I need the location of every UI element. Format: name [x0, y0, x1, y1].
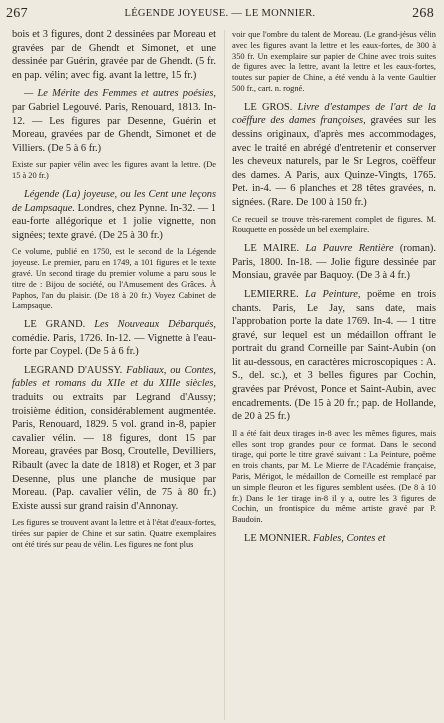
entry-author: LE GRAND. [24, 319, 86, 331]
entry-author: LE MAIRE. [244, 243, 300, 255]
entry-text: par Gabriel Legouvé. Paris, Renouard, 1813. In-12. — Les figures par Desenne, Guérin et Moreau, gravées par de Ghendt, Simonet et de Villiers. (De 5 à 6 fr.) [12, 101, 216, 154]
right-column [232, 28, 436, 551]
running-title: LÉGENDE JOYEUSE. — LE MONNIER. [124, 8, 316, 19]
entry-merite-des-femmes [12, 87, 216, 155]
entry-text: Londres, chez Pynne. In-32. — 1 eau-forte allégorique et 1 jolie vignette, non signées; texte gravé. (De 25 à 30 fr.) [12, 202, 216, 241]
footnote: Existe sur papier vélin avec les figures avant la lettre. (De 15 à 20 fr.) [12, 160, 216, 181]
entry-title: Fabliaux, ou Contes, fables et romans du XIIe et du XIIIe siècles, [12, 364, 216, 390]
entry-author: LE GROS. [244, 101, 293, 113]
entry-author: LEMIERRE. [244, 288, 299, 300]
entry-title: Livre d'estampes de l'art de la coëffure des dames françoises, [232, 101, 436, 127]
entry-lemierre [232, 288, 436, 424]
entry-text: comédie. Paris, 1726. In-12. — Vignette à l'eau-forte par Coypel. (De 5 à 6 fr.) [12, 332, 216, 358]
entry-title: La Pauvre Rentière [299, 243, 394, 255]
entry-legrand-daussy [12, 364, 216, 514]
page-number-left: 267 [6, 6, 28, 21]
entry-legende-joyeuse [12, 188, 216, 242]
footnote: Ce recueil se trouve très-rarement complet de figures. M. Rouquette en possède un bel exemplaire. [232, 214, 436, 235]
footnote: Ce volume, publié en 1750, est le second de la Légende joyeuse. Le premier, paru en 1749, a 101 figures et le texte gravé. Un second tirage du premier volume a paru sous le titre de : Bijou de société, ou l'Amusement des Grâces. À Paphos, l'an du plaisir. (De 18 à 20 fr.) Voyez Cabinet de Lampsaque. [12, 247, 216, 311]
entry-title: La Peinture, [298, 288, 361, 300]
entry-title: Légende (La) joyeuse, ou les Cent une leçons de Lampsaque. [12, 188, 216, 214]
entry-author: LE MONNIER. [244, 533, 311, 545]
page-number-right: 268 [412, 6, 434, 21]
entry-continuation: bois et 3 figures, dont 2 dessinées par Moreau et gravées par de Ghendt et Simonet, et une dessinée par Guérin, gravée par de Ghendt. (5 fr. en pap. vélin; avec fig. avant la lettre, 15 fr.) [12, 29, 216, 81]
entry-author: LEGRAND D'AUSSY. [24, 364, 123, 376]
entry-title: Fables, Contes et [310, 533, 386, 545]
footnote-continuation: voir que l'ombre du talent de Moreau. (Le grand-jésus vélin avec les figures avant la lettre et les eaux-fortes, de 300 à 350 fr. Un exemplaire sur papier de Chine avec trois suites de figures avec la lettre, avant la lettre et les eaux-fortes, toutes sur papier de Chine, a été vendu à la vente Gaultier 500 fr., cart. n. rogné. [232, 30, 436, 93]
entry-text: (roman). Paris, 1800. In-18. — Jolie figure dessinée par Monsiau, gravée par Baquoy. (De 3 à 4 fr.) [232, 243, 436, 282]
footnote: Les figures se trouvent avant la lettre et à l'état d'eaux-fortes, tirées sur papier de Chine et sur satin. Quatre exemplaires ont été tirés sur peau de vélin. Les figures ne font plus [12, 518, 216, 549]
entry-title: Les Nouveaux Débarqués, [85, 319, 216, 331]
entry-le-gros [232, 101, 436, 210]
footnote: Il a été fait deux tirages in-8 avec les mêmes figures, mais elles sont trop grandes pour ce format. Dans le second tirage, qui porte le titre gravé suivant : La Peinture, poëme en trois chants, par M. Le Mierre de l'Académie française, Paris, Mérigot, le médaillon de Corneille est remplacé par un simple fleuron et les figures semblent usées. (De 8 à 10 fr.) Dans le 1er tirage in-8 il y a, outre les 3 figures de Cochin, un frontispice du même artiste gravé par P. Baudoin. [232, 428, 436, 525]
entry-le-grand [12, 318, 216, 359]
entry-text: poëme en trois chants. Paris, Le Jay, sans date, mais l'approbation porte la date 1769. In-4. — 1 titre gravé, sur lequel est un médaillon offrant le portrait du grand Corneille par Saint-Aubin (on lit au-dessous, en caractères microscopiques : A. S., del. sc.), et 3 belles figures par Cochin, gravées par Prévost, Ponce et Saint-Aubin, avec encadrements. (De 15 à 20 fr.; pap. de Hollande, de 20 à 25 fr.) [232, 288, 436, 423]
entry-le-monnier [232, 532, 436, 546]
left-column [12, 28, 216, 557]
entry-text: gravées sur les dessins originaux, d'après mes accommodages, avec le traité en abrégé d'entretenir et conserver les cheveux naturels, par le Sr Legros, coëffeur des dames. A Paris, aux Quinze-Vingts, 1765. Pet. in-4. — 6 planches et 28 têtes gravées, n. signées. (Rare. De 100 à 150 fr.) [232, 115, 436, 208]
running-header [6, 6, 434, 26]
entry-title: — Le Mérite des Femmes et autres poésies, [24, 88, 216, 100]
column-divider [224, 30, 225, 720]
entry-le-maire [232, 242, 436, 283]
entry-text: traduits ou extraits par Legrand d'Aussy; troisième édition, considérablement augmentée. Paris, Renouard, 1829. 5 vol. grand in-8, papier cavalier vélin. — 18 figures, dont 15 par Moreau, gravées par Bosq, Croutelle, Devilliers, Ribault (avec la date de 1818) et Roger, et 3 par Desenne, plus une planche de musique par Moreau. (Pap. cavalier vélin, de 75 à 80 fr.) Existe aussi sur grand raisin d'Annonay. [12, 392, 216, 512]
